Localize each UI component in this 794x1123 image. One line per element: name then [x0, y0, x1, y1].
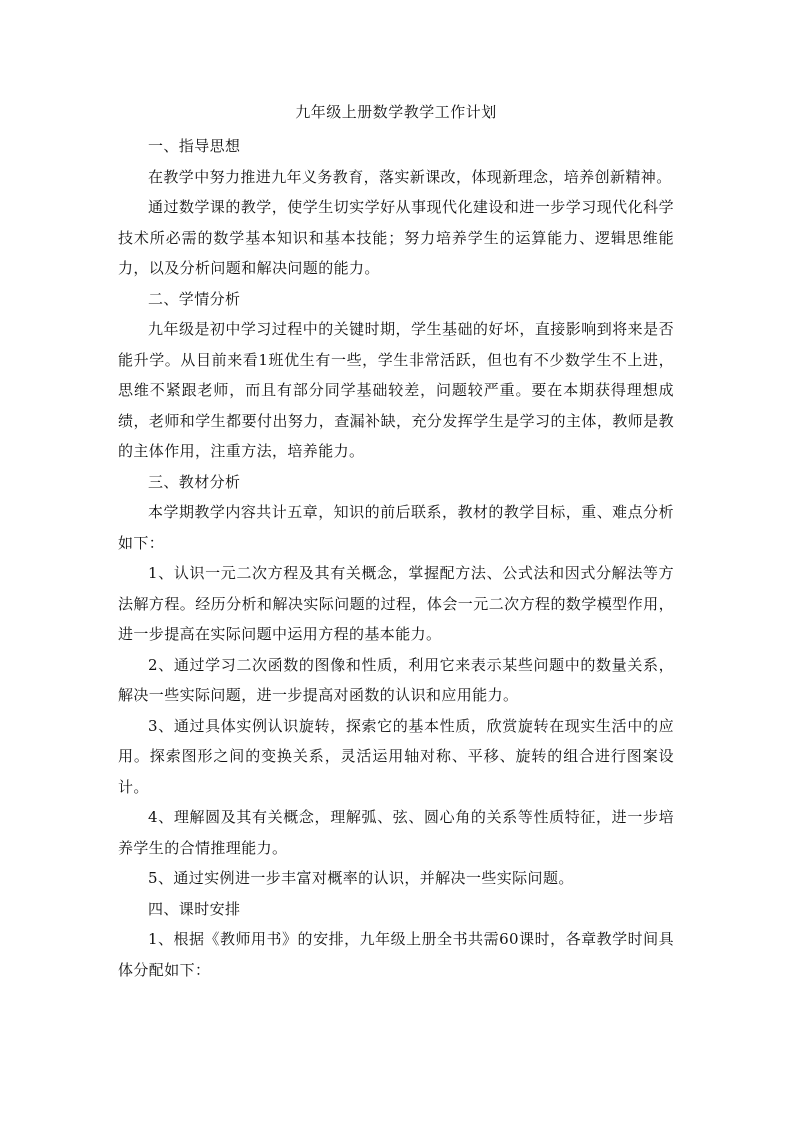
paragraph-guiding-ideology-1: 在教学中努力推进九年义务教育，落实新课改，体现新理念，培养创新精神。: [148, 167, 672, 186]
section-heading-schedule: 四、课时安排: [148, 899, 241, 918]
list-item-textbook-1: 1、认识一元二次方程及其有关概念，掌握配方法、公式法和因式分解法等方法解方程。经历分析和解决实际问题的过程，体会一元二次方程的数学模型作用，进一步提高在实际问题中运用方程的基本能力。: [118, 564, 674, 643]
section-heading-student-analysis: 二、学情分析: [148, 289, 241, 308]
list-item-textbook-3: 3、通过具体实例认识旋转，探索它的基本性质，欣赏旋转在现实生活中的应用。探索图形之间的变换关系，灵活运用轴对称、平移、旋转的组合进行图案设计。: [118, 716, 674, 796]
paragraph-textbook-analysis-intro: 本学期教学内容共计五章，知识的前后联系，教材的教学目标，重、难点分析如下：: [118, 503, 674, 552]
list-item-textbook-4: 4、理解圆及其有关概念，理解弧、弦、圆心角的关系等性质特征，进一步培养学生的合情推理能力。: [118, 808, 674, 857]
section-heading-textbook-analysis: 三、教材分析: [148, 472, 241, 491]
list-item-schedule-1: 1、根据《教师用书》的安排，九年级上册全书共需60课时，各章教学时间具体分配如下：: [118, 930, 674, 979]
list-item-textbook-5: 5、通过实例进一步丰富对概率的认识，并解决一些实际问题。: [148, 869, 574, 887]
document-page: [118, 98, 674, 985]
paragraph-student-analysis: 九年级是初中学习过程中的关键时期，学生基础的好坏，直接影响到将来是否能升学。从目前来看1班优生有一些，学生非常活跃，但也有不少数学生不上进，思维不紧跟老师，而且有部分同学基础较差，问题较严重。要在本期获得理想成绩，老师和学生都要付出努力，查漏补缺，充分发挥学生是学习的主体，教师是教的主体作用，注重方法，培养能力。: [118, 320, 674, 460]
section-heading-guiding-ideology: 一、指导思想: [148, 137, 241, 155]
list-item-textbook-2: 2、通过学习二次函数的图像和性质，利用它来表示某些问题中的数量关系，解决一些实际问题，进一步提高对函数的认识和应用能力。: [118, 655, 674, 704]
paragraph-guiding-ideology-2: 通过数学课的教学，使学生切实学好从事现代化建设和进一步学习现代化科学技术所必需的数学基本知识和基本技能；努力培养学生的运算能力、逻辑思维能力，以及分析问题和解决问题的能力。: [118, 198, 674, 277]
document-title: 九年级上册数学教学工作计划: [295, 103, 497, 121]
